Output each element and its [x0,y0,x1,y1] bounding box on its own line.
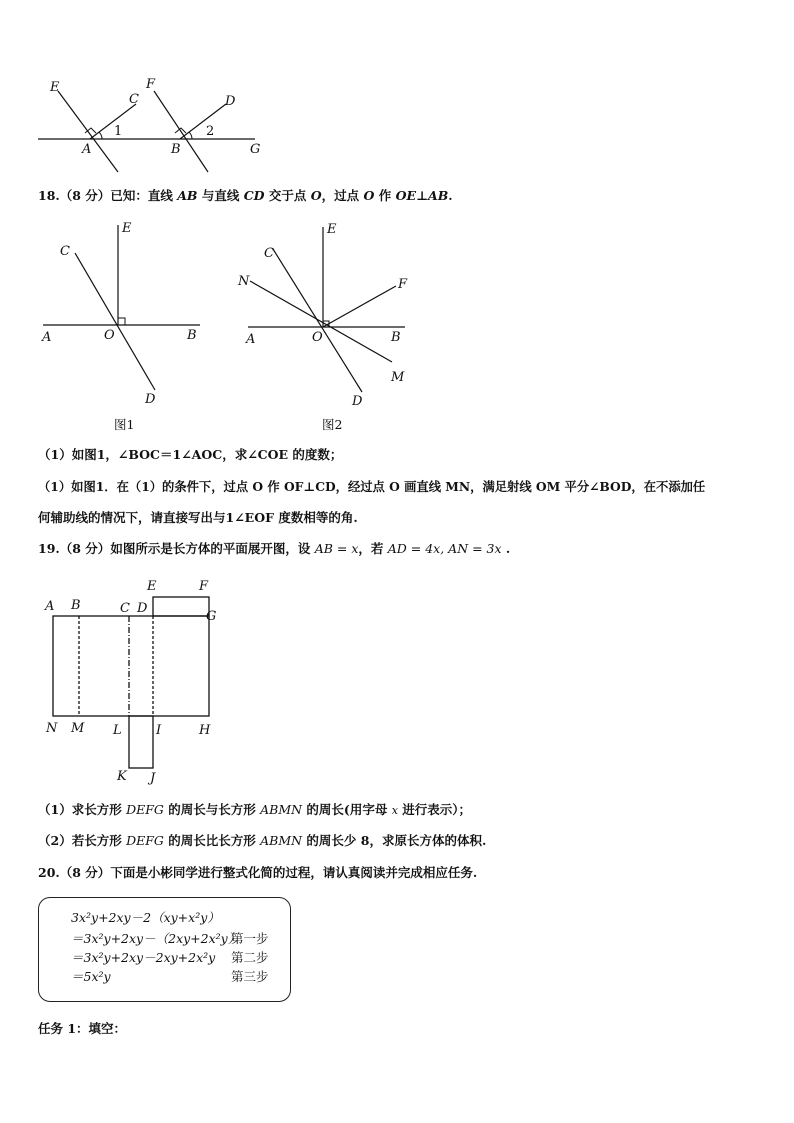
q19-var-x: x [391,804,398,817]
label-D: D [352,394,363,409]
q19-sub1 [38,801,471,820]
label-A: A [246,332,256,347]
label-D: D [137,601,148,616]
q18-CD: CD [243,188,265,203]
label-H: H [199,723,211,738]
label-A: A [82,142,92,157]
label-F: F [398,277,408,292]
label-I: I [156,723,162,738]
angle-arc-2 [189,132,192,139]
q19-score: （8 分） [59,541,111,556]
label-D: D [225,94,236,109]
label-C: C [60,244,70,259]
label-J: J [150,771,156,786]
q18-period: . [448,188,453,203]
q19-rect-DEFG: DEFG [126,802,164,817]
q19-text: 如图所示是长方体的平面展开图，设 [110,541,311,556]
q20-number: 20. [38,865,60,880]
q18-score: （8 分） [59,188,111,203]
q19-rect-ABMN: ABMN [260,802,303,817]
label-A: A [42,330,52,345]
q18-sub2-line2: 何辅助线的情况下，请直接写出与1∠EOF 度数相等的角. [38,510,358,525]
fig2-caption: 图2 [322,417,343,432]
rect-ANHG [53,616,209,716]
q19-rect-DEFG: DEFG [126,833,164,848]
label-B: B [187,328,197,343]
q18-O: O [310,188,322,203]
label-O: O [312,330,323,345]
q18-figure-1 [35,215,215,410]
q18-number: 18. [38,188,60,203]
label-C: C [129,92,139,107]
q18-text: 交于点 [268,188,307,203]
q19-cond2: AD = 4x, AN = 3x [387,541,502,556]
label-F: F [199,579,209,594]
label-C: C [264,246,274,261]
label-B: B [171,142,181,157]
q19-sub2-text: 的周长少 8，求原长方体的体积. [306,833,487,848]
q18-text: 作 [378,188,392,203]
q20-score: （8 分） [59,865,111,880]
ray-OF [323,286,396,327]
label-N: N [238,274,250,289]
q19-sub1-text: 的周长与长方形 [168,802,256,817]
q19-sub2 [38,832,486,850]
label-L: L [113,723,122,738]
q18-text: 已知：直线 [110,188,173,203]
q19-sub1-text: 的周长(用字母 [306,802,388,817]
label-E: E [50,80,60,95]
label-G: G [206,609,217,624]
line-EA [58,91,118,172]
q18-AB: AB [177,188,198,203]
rect-DEFG [153,597,209,616]
label-M: M [391,370,405,385]
rect-LIJK [129,716,153,768]
angle-arc-1 [99,132,102,139]
label-2: 2 [206,124,215,139]
q18-perp: ⊥ [416,188,429,203]
label-E: E [147,579,157,594]
q20-stem [38,864,477,882]
label-G: G [250,142,261,157]
label-D: D [145,392,156,407]
q20-text: 下面是小彬同学进行整式化简的过程，请认真阅读并完成相应任务. [110,865,478,880]
q18-stem [38,187,453,205]
q18-figure-2 [240,215,425,410]
label-A: A [45,599,55,614]
q19-number: 19. [38,541,60,556]
label-E: E [122,221,132,236]
line-CD [273,249,362,392]
step-3-label: 第三步 [231,969,269,984]
q20-task1: 任务 1：填空： [38,1021,127,1036]
q18-OE: OE [395,188,417,203]
label-E: E [327,222,337,237]
step-2-expr: ＝3x²y+2xy－2xy+2x²y [71,950,216,965]
ray-AC [90,104,136,139]
step-3-expr: ＝5x²y [71,969,111,984]
right-angle-mark [118,318,125,325]
ray-BD [180,104,226,139]
q19-sub2-text: （2）若长方形 [38,833,122,848]
q18-text: ，过点 [321,188,360,203]
q19-text: ，若 [358,541,384,556]
q18-text: 与直线 [201,188,240,203]
line-MN [250,281,392,362]
label-1: 1 [114,124,123,139]
label-N: N [46,721,58,736]
q18-sub2-line1: （1）如图1．在（1）的条件下，过点 O 作 OF⊥CD，经过点 O 画直线 MN，满足射线 OM 平分∠BOD，在不添加任 [38,479,706,494]
q19-stem [38,540,510,558]
step-1-expr: ＝3x²y+2xy－（2xy+2x²y） [71,931,241,946]
label-B: B [391,330,401,345]
step-2-label: 第二步 [231,950,269,965]
q19-sub2-text: 的周长比长方形 [168,833,256,848]
label-B: B [71,598,81,613]
q19-sub1-text: （1）求长方形 [38,802,122,817]
label-K: K [117,769,127,784]
step-0-expr: 3x²y+2xy－2（xy+x²y） [71,910,220,925]
label-O: O [104,328,115,343]
label-C: C [120,601,130,616]
step-1-label: 第一步 [231,931,269,946]
fig17-diagram [30,75,270,160]
q19-sub1-text: 进行表示）； [402,802,472,817]
q18-sub1: （1）如图1，∠BOC＝1∠AOC，求∠COE 的度数； [38,447,343,462]
fig1-caption: 图1 [114,417,135,432]
q19-net-diagram [35,572,235,787]
line-FB [154,91,208,172]
line-CD [75,253,155,390]
q19-period: . [505,541,511,556]
q19-cond1: AB = x [314,541,359,556]
q18-AB: AB [428,188,449,203]
label-M: M [71,721,85,736]
q18-O: O [363,188,375,203]
label-F: F [146,77,156,92]
q19-rect-ABMN: ABMN [260,833,303,848]
